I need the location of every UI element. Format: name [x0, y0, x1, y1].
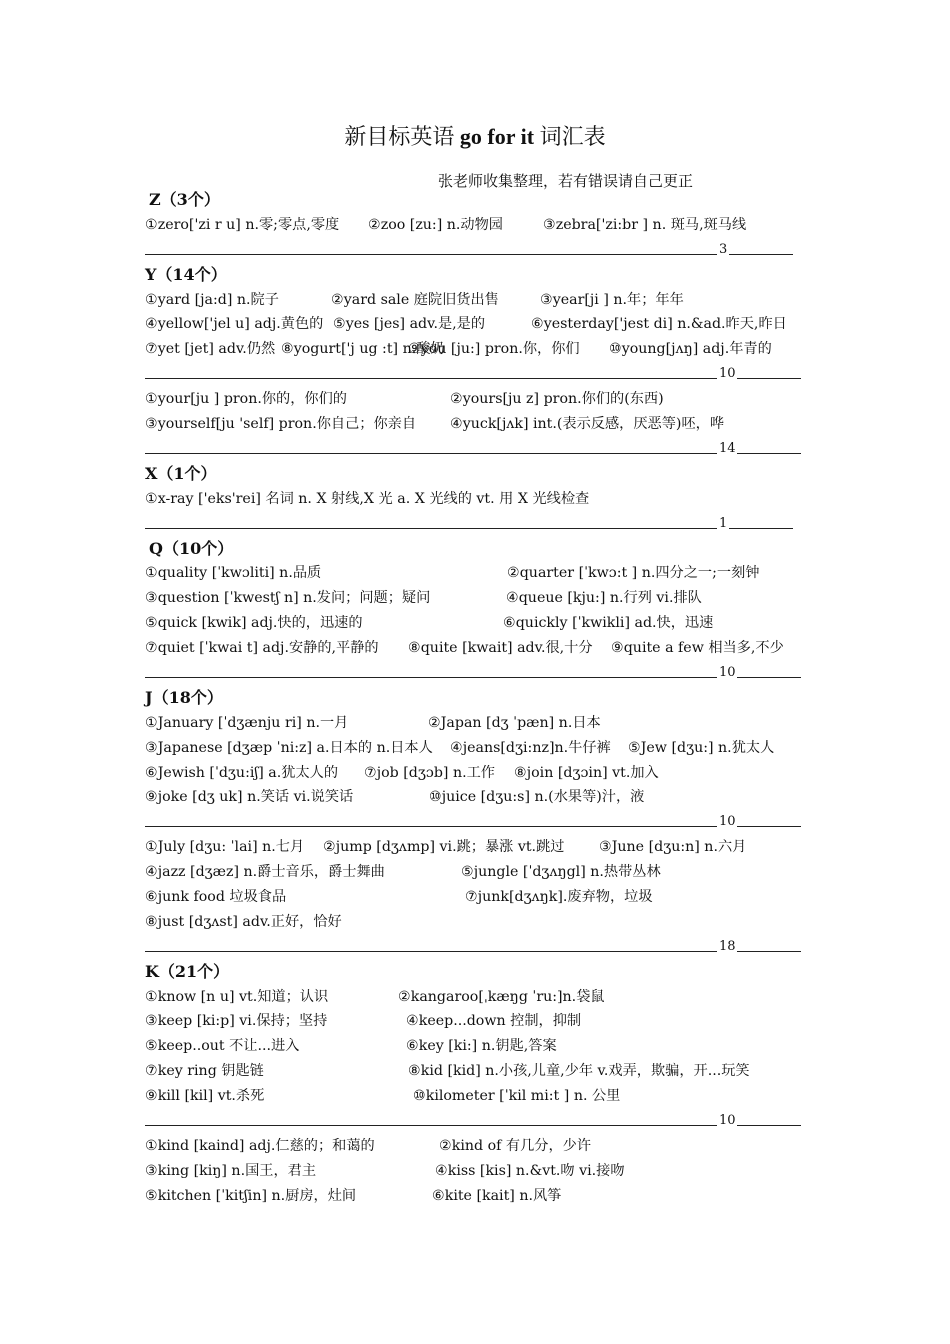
divider-line: [145, 826, 717, 827]
vocab-entry: ⑧join [dʒɔin] vt.加入: [514, 764, 659, 781]
vocab-row: [145, 387, 805, 412]
vocab-entry: ③yourself[ju 'self] pron.你自己；你亲自: [145, 416, 417, 433]
divider-tail: [737, 378, 801, 379]
vocab-entry: ④jeans[dʒi:nz]n.牛仔裤: [450, 739, 611, 756]
vocab-row: [145, 1184, 805, 1209]
vocab-row: [145, 910, 805, 935]
vocab-row: [145, 885, 805, 910]
document-title: [0, 120, 950, 151]
vocab-row: [145, 785, 805, 810]
section-heading: Q（10个）: [149, 538, 234, 558]
divider-line: [145, 1125, 717, 1126]
vocab-entry: ③year[ji ] n.年；年年: [540, 291, 684, 308]
vocab-entry: ⑩juice [dʒu:s] n.(水果等)汁，液: [429, 789, 645, 806]
divider-tail: [737, 951, 801, 952]
vocab-entry: ①x-ray ['eks'rei] 名词 n. X 射线,X 光 a. X 光线的 vt. 用 X 光线检查: [145, 490, 590, 507]
vocab-entry: ④yellow['jel u] adj.黄色的: [145, 316, 324, 333]
vocab-entry: ④yuck[jʌk] int.(表示反感，厌恶等)呸，哗: [450, 416, 725, 433]
vocab-row: [145, 288, 805, 313]
vocab-entry: ⑤quick [kwik] adj.快的，迅速的: [145, 615, 363, 632]
vocab-entry: ⑨quite a few 相当多,不少: [611, 640, 784, 657]
vocab-entry: ①yard [ja:d] n.院子: [145, 291, 279, 308]
vocab-row: [145, 561, 805, 586]
vocab-entry: ⑩kilometer [ˈkil mi:t ] n. 公里: [413, 1088, 621, 1105]
vocab-row: [145, 860, 805, 885]
vocab-entry: ⑨you [ju:] pron.你，你们: [408, 341, 580, 358]
section-divider: [145, 810, 805, 835]
vocab-entry: ⑧quite [kwait] adv.很,十分: [408, 640, 593, 657]
vocab-entry: ⑥kite [kait] n.风筝: [432, 1187, 562, 1204]
vocabulary-list: [145, 188, 805, 1209]
vocab-entry: ②quarter [ˈkwɔ:t ] n.四分之一;一刻钟: [507, 565, 760, 582]
vocab-entry: ②yard sale 庭院旧货出售: [331, 291, 499, 308]
title-prefix: 新目标英语: [344, 125, 455, 150]
word-count: 10: [719, 814, 736, 830]
section-divider: [145, 238, 805, 263]
divider-line: [145, 378, 717, 379]
vocab-row: [145, 1159, 805, 1184]
vocab-entry: ③June [dʒu:n] n.六月: [599, 839, 747, 856]
vocab-row: [145, 337, 805, 362]
vocab-entry: ⑤Jew [dʒu:] n.犹太人: [628, 739, 775, 756]
vocab-row: [145, 985, 805, 1010]
vocab-entry: ④queue [kju:] n.行列 vi.排队: [506, 590, 702, 607]
vocab-row: [145, 1034, 805, 1059]
divider-line: [145, 453, 717, 454]
vocab-entry: ⑥junk food 垃圾食品: [145, 889, 287, 906]
vocab-entry: ②kangaroo[ˌkæŋg ˈru:]n.袋鼠: [398, 988, 605, 1005]
title-bold: go for it: [454, 124, 540, 149]
divider-line: [145, 528, 717, 529]
word-count: 10: [719, 366, 736, 382]
section-divider: [145, 1109, 805, 1134]
vocab-entry: ⑦yet [jet] adv.仍然: [145, 341, 276, 358]
vocab-entry: ④kiss [kis] n.&vt.吻 vi.接吻: [435, 1162, 625, 1179]
vocab-entry: ⑦junk[dʒʌŋk].废弃物，垃圾: [465, 889, 653, 906]
vocab-entry: ③zebra['zi:br ] n. 斑马,斑马线: [543, 216, 747, 233]
divider-tail: [737, 677, 801, 678]
vocab-entry: ③Japanese [dʒæp ˈni:z] a.日本的 n.日本人: [145, 739, 433, 756]
vocab-entry: ⑤kitchen [ˈkitʃin] n.厨房，灶间: [145, 1187, 357, 1204]
word-count: 18: [719, 938, 736, 954]
vocab-entry: ⑥key [ki:] n.钥匙,答案: [406, 1038, 557, 1055]
vocab-row: [145, 711, 805, 736]
vocab-row: [145, 1009, 805, 1034]
vocab-row: [145, 761, 805, 786]
vocab-entry: ⑧just [dʒʌst] adv.正好，恰好: [145, 913, 342, 930]
vocab-entry: ②jump [dʒʌmp] vi.跳；暴涨 vt.跳过: [323, 839, 565, 856]
section-divider: [145, 661, 805, 686]
section-heading: K（21个）: [145, 961, 230, 981]
vocab-entry: ⑨joke [dʒ uk] n.笑话 vi.说笑话: [145, 789, 354, 806]
vocab-entry: ⑦job [dʒɔb] n.工作: [364, 764, 495, 781]
section-divider: [145, 935, 805, 960]
vocab-entry: ⑦key ring 钥匙链: [145, 1063, 264, 1080]
word-count: 10: [719, 1113, 736, 1129]
vocab-entry: ③question [ˈkwestʃ n] n.发问；问题；疑问: [145, 590, 431, 607]
divider-line: [145, 677, 717, 678]
vocab-row: [145, 213, 805, 238]
divider-tail: [737, 1125, 801, 1126]
vocab-entry: ⑤jungle [ˈdʒʌŋgl] n.热带丛林: [461, 864, 661, 881]
divider-tail: [729, 254, 793, 255]
vocab-row: [145, 1084, 805, 1109]
vocab-entry: ⑦quiet [ˈkwai t] adj.安静的,平静的: [145, 640, 379, 657]
section-heading: X（1个）: [145, 463, 217, 483]
word-count: 1: [719, 515, 728, 531]
vocab-entry: ①know [n u] vt.知道；认识: [145, 988, 329, 1005]
vocab-entry: ①quality [ˈkwɔliti] n.品质: [145, 565, 322, 582]
vocab-entry: ⑧kid [kid] n.小孩,儿童,少年 v.戏弄，欺骗，开...玩笑: [408, 1063, 750, 1080]
vocab-entry: ④keep...down 控制，抑制: [406, 1013, 582, 1030]
vocab-entry: ①zero['zi r u] n.零;零点,零度: [145, 216, 340, 233]
vocab-entry: ⑩young[jʌŋ] adj.年青的: [609, 341, 772, 358]
vocab-entry: ②zoo [zu:] n.动物园: [368, 216, 503, 233]
vocab-row: [145, 487, 805, 512]
vocab-entry: ③king [kiŋ] n.国王，君主: [145, 1162, 317, 1179]
vocab-entry: ⑤yes [jes] adv.是,是的: [333, 316, 486, 333]
vocab-row: [145, 611, 805, 636]
author-note: 张老师收集整理，若有错误请自己更正: [438, 172, 694, 190]
vocab-entry: ①your[ju ] pron.你的，你们的: [145, 391, 347, 408]
vocab-entry: ⑨kill [kil] vt.杀死: [145, 1088, 265, 1105]
vocab-entry: ②kind of 有几分，少许: [439, 1137, 592, 1154]
section-divider: [145, 362, 805, 387]
vocab-entry: ①January [ˈdʒænju ri] n.一月: [145, 714, 349, 731]
vocab-entry: ⑧yogurt['j ug :t] n.酸奶: [281, 341, 445, 358]
vocab-row: [145, 835, 805, 860]
divider-line: [145, 951, 717, 952]
vocab-row: [145, 412, 805, 437]
section-heading: Y（14个）: [145, 264, 227, 284]
divider-tail: [737, 826, 801, 827]
vocab-entry: ②Japan [dʒ ˈpæn] n.日本: [428, 714, 601, 731]
section-heading: Z（3个）: [149, 190, 220, 209]
vocab-entry: ①July [dʒu: ˈlai] n.七月: [145, 839, 305, 856]
vocab-entry: ③keep [ki:p] vi.保持；坚持: [145, 1013, 328, 1030]
word-count: 14: [719, 440, 736, 456]
vocab-entry: ⑥yesterday['jest di] n.&ad.昨天,昨日: [531, 316, 787, 333]
divider-tail: [737, 453, 801, 454]
divider-tail: [729, 528, 793, 529]
section-heading: J（18个）: [145, 687, 223, 707]
vocab-entry: ②yours[ju z] pron.你们的(东西): [450, 391, 664, 408]
vocab-row: [145, 1059, 805, 1084]
vocab-row: [145, 312, 805, 337]
section-divider: [145, 512, 805, 537]
section-divider: [145, 437, 805, 462]
vocab-entry: ⑥Jewish [ˈdʒu:iʃ] a.犹太人的: [145, 764, 339, 781]
vocab-row: [145, 586, 805, 611]
vocab-entry: ⑥quickly [ˈkwikli] ad.快，迅速: [503, 615, 714, 632]
word-count: 10: [719, 664, 736, 680]
vocab-entry: ⑤keep..out 不让...进入: [145, 1038, 300, 1055]
vocab-entry: ④jazz [dʒæz] n.爵士音乐，爵士舞曲: [145, 864, 385, 881]
divider-line: [145, 254, 717, 255]
vocab-row: [145, 636, 805, 661]
vocab-row: [145, 736, 805, 761]
word-count: 3: [719, 241, 728, 257]
vocab-row: [145, 1134, 805, 1159]
vocab-entry: ①kind [kaind] adj.仁慈的；和蔼的: [145, 1137, 375, 1154]
title-suffix: 词汇表: [539, 125, 606, 150]
